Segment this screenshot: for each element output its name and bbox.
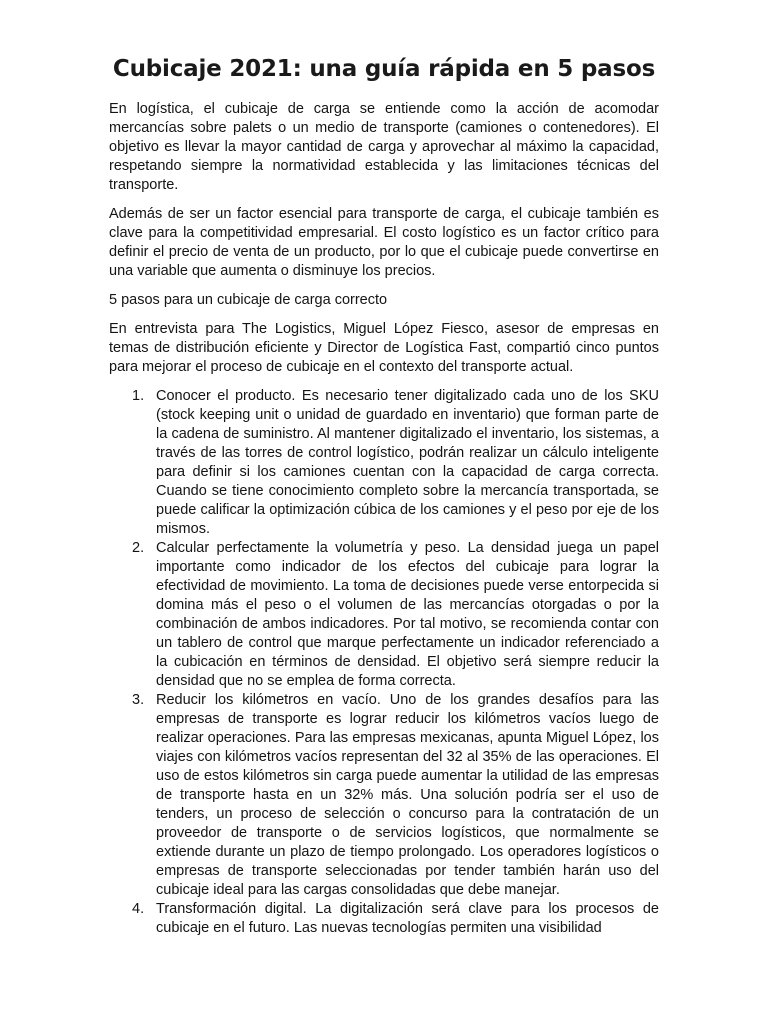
list-item-number: 1. <box>132 388 145 404</box>
list-item-number: 2. <box>132 540 145 556</box>
list-item <box>109 387 659 539</box>
list-item-text: Conocer el producto. Es necesario tener digitalizado cada uno de los SKU (stock keeping unit o unidad de guardado en inventario) que forman parte de la cadena de suministro. Al mantener digitalizado el inventario, los sistemas, a través de las torres de control logístico, podrán realizar un cálculo inteligente para definir si los camiones cuentan con la capacidad de carga correcta. Cuando se tiene conocimiento completo sobre la mercancía transportada, se puede calificar la optimización cúbica de los camiones y el peso por eje de los mismos. <box>156 388 659 537</box>
list-item <box>109 900 659 938</box>
competitiveness-paragraph: Además de ser un factor esencial para transporte de carga, el cubicaje también es clave para la competitividad empresarial. El costo logístico es un factor crítico para definir el precio de venta de un producto, por lo que el cubicaje puede convertirse en una variable que aumenta o disminuye los precios. <box>109 206 659 279</box>
list-item-text: Reducir los kilómetros en vacío. Uno de los grandes desafíos para las empresas de transporte es lograr reducir los kilómetros vacíos luego de realizar operaciones. Para las empresas mexicanas, apunta Miguel López, los viajes con kilómetros vacíos representan del 32 al 35% de las operaciones. El uso de estos kilómetros sin carga puede aumentar la utilidad de las empresas de transporte hasta en un 32% más. Una solución podría ser el uso de tenders, un proceso de selección o concurso para la contratación de un proveedor de transporte o de servicios logísticos, que normalmente se extiende durante un plazo de tiempo prolongado. Los operadores logísticos o empresas de transporte seleccionadas por tender también harán uso del cubicaje ideal para las cargas consolidadas que debe manejar. <box>156 692 659 898</box>
list-item <box>109 539 659 691</box>
steps-list <box>109 387 659 938</box>
list-item-text: Transformación digital. La digitalización será clave para los procesos de cubicaje en el futuro. Las nuevas tecnologías permiten una visibilidad <box>156 901 659 936</box>
section-heading: 5 pasos para un cubicaje de carga correcto <box>109 292 388 308</box>
list-item <box>109 691 659 900</box>
interview-paragraph: En entrevista para The Logistics, Miguel López Fiesco, asesor de empresas en temas de distribución eficiente y Director de Logística Fast, compartió cinco puntos para mejorar el proceso de cubicaje en el contexto del transporte actual. <box>109 321 659 375</box>
intro-paragraph: En logística, el cubicaje de carga se entiende como la acción de acomodar mercancías sobre palets o un medio de transporte (camiones o contenedores). El objetivo es llevar la mayor cantidad de carga y aprovechar al máximo la capacidad, respetando siempre la normatividad establecida y las limitaciones técnicas del transporte. <box>109 101 659 193</box>
list-item-number: 4. <box>132 901 145 917</box>
page-title: Cubicaje 2021: una guía rápida en 5 pasos <box>112 56 656 82</box>
list-item-text: Calcular perfectamente la volumetría y peso. La densidad juega un papel importante como indicador de los efectos del cubicaje para lograr la efectividad de movimiento. La toma de decisiones puede verse entorpecida si domina más el peso o el volumen de las mercancías otorgadas o por la combinación de ambos indicadores. Por tal motivo, se recomienda contar con un tablero de control que marque perfectamente un indicador referenciado a la cubicación en términos de densidad. El objetivo será siempre reducir la densidad que no se emplea de forma correcta. <box>156 540 659 689</box>
list-item-number: 3. <box>132 692 145 708</box>
